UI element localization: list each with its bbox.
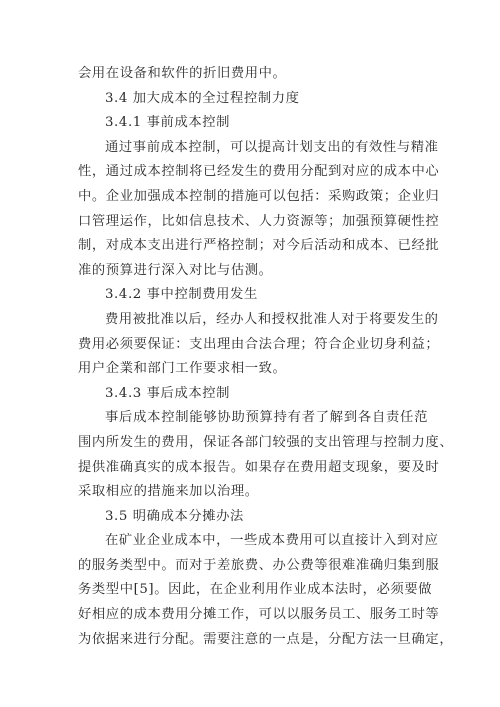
paragraph-line: 围内所发生的费用，保证各部门较强的支出管理与控制力度、: [78, 434, 454, 450]
paragraph-line: 用户企業和部门工作要求相一致。: [78, 361, 287, 377]
paragraph-line: 口管理运作，比如信息技术、人力资源等；加强预算硬性控: [78, 213, 440, 229]
paragraph-line: 费用必须要保证：支出理由合法合理；符合企业切身利益；: [78, 336, 440, 352]
paragraph-line: 性，通过成本控制将已经发生的费用分配到对应的成本中心: [78, 164, 440, 180]
paragraph-line: 事后成本控制能够协助预算持有者了解到各自责任范: [105, 410, 428, 426]
paragraph-line: 费用被批准以后，经办人和授权批准人对于将要发生的: [105, 311, 439, 327]
section-heading-3-4-2: 3.4.2 事中控制费用发生: [105, 287, 258, 303]
paragraph-line: 的服务类型中。而对于差旅费、办公费等很难准确归集到服: [78, 557, 440, 573]
paragraph-line: 采取相应的措施来加以治理。: [78, 484, 259, 500]
section-heading-3-5: 3.5 明确成本分摊办法: [105, 508, 244, 524]
section-heading-3-4-3: 3.4.3 事后成本控制: [105, 385, 231, 401]
paragraph-line: 准的预算进行深入对比与估测。: [78, 262, 273, 278]
paragraph-line: 制，对成本支出进行严格控制；对今后活动和成本、已经批: [78, 238, 440, 254]
paragraph-line: 务类型中[5]。因此，在企业利用作业成本法时，必须要做: [78, 582, 433, 598]
section-heading-3-4-1: 3.4.1 事前成本控制: [105, 115, 231, 131]
paragraph-line: 中。企业加强成本控制的措施可以包括：采购政策；企业归: [78, 188, 440, 204]
paragraph-line: 通过事前成本控制，可以提高计划支出的有效性与精准: [105, 139, 439, 155]
paragraph-line: 好相应的成本费用分摊工作，可以以服务员工、服务工时等: [78, 607, 440, 623]
section-heading-3-4: 3.4 加大成本的全过程控制力度: [105, 90, 300, 106]
paragraph-line: 会用在设备和软件的折旧费用中。: [78, 66, 287, 81]
document-page: [78, 62, 454, 652]
paragraph-line: 为依据来进行分配。需要注意的一点是，分配方法一旦确定，: [78, 631, 454, 647]
paragraph-line: 提供准确真实的成本报告。如果存在费用超支现象，要及时: [78, 459, 440, 475]
paragraph-line: 在矿业企业成本中，一些成本费用可以直接计入到对应: [105, 533, 439, 549]
